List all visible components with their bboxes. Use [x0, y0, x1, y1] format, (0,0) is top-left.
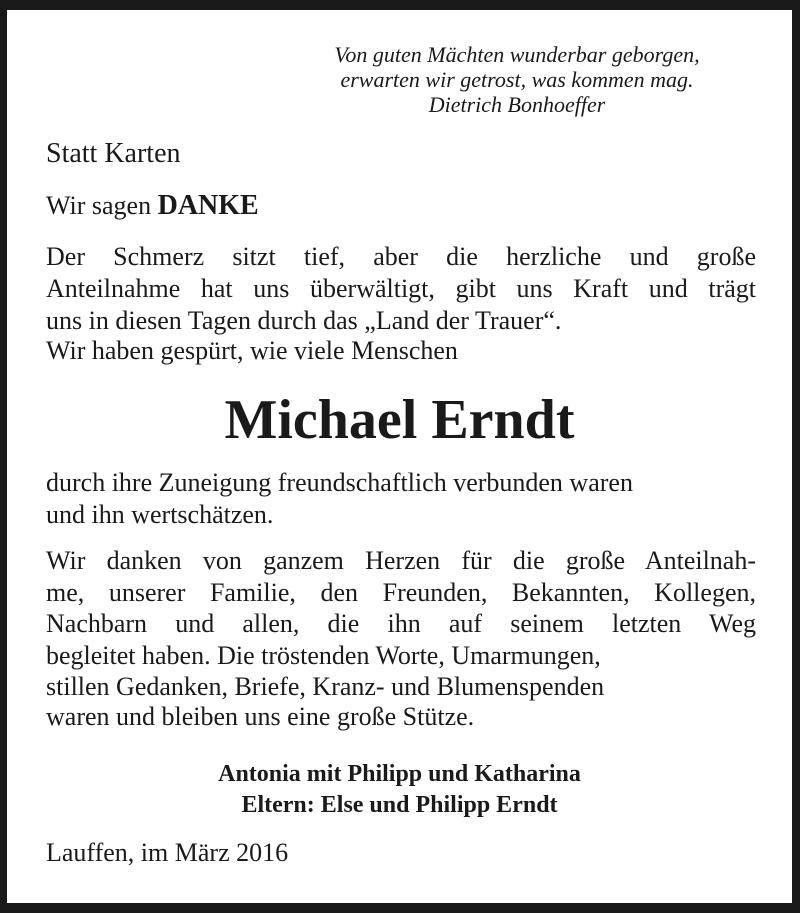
paragraph-line: me, unserer Familie, den Freunden, Bekannten, Kollegen, — [46, 578, 756, 607]
signature-line: Eltern: Else und Philipp Erndt — [241, 792, 558, 818]
quote-author: Dietrich Bonhoeffer — [428, 92, 606, 117]
place-date: Lauffen, im März 2016 — [46, 838, 289, 867]
paragraph-line: Wir haben gespürt, wie viele Menschen — [46, 336, 458, 365]
thanks-heading — [46, 190, 756, 222]
paragraph-line: uns in diesen Tagen durch das „Land der Trauer“. — [46, 306, 562, 335]
signature-line: Antonia mit Philipp und Katharina — [218, 761, 581, 787]
thanks-emphasis: DANKE — [157, 190, 259, 221]
paragraph-line: durch ihre Zuneigung freundschaftlich verbunden waren — [46, 468, 633, 497]
deceased-name: Michael Erndt — [224, 389, 575, 451]
paragraph-line: Der Schmerz sitzt tief, aber die herzliche und große — [46, 242, 756, 271]
intro-text: Statt Karten — [46, 138, 181, 169]
notice-card — [7, 10, 792, 903]
paragraph-line: Nachbarn und allen, die ihn auf seinem letzten Weg — [46, 609, 756, 638]
quote-line: Von guten Mächten wunderbar geborgen, — [334, 42, 700, 67]
quote-line: erwarten wir getrost, was kommen mag. — [340, 67, 694, 92]
paragraph-line: stillen Gedanken, Briefe, Kranz- und Blumenspenden — [46, 672, 605, 701]
paragraph-line: Anteilnahme hat uns überwältigt, gibt uns Kraft und trägt — [46, 274, 756, 303]
thanks-prefix: Wir sagen — [46, 191, 152, 220]
paragraph-line: Wir danken von ganzem Herzen für die große Anteilnah- — [46, 546, 756, 575]
paragraph-line: waren und bleiben uns eine große Stütze. — [46, 702, 475, 731]
paragraph-line: begleitet haben. Die tröstenden Worte, Umarmungen, — [46, 641, 601, 670]
paragraph-line: und ihn wertschätzen. — [46, 500, 274, 529]
